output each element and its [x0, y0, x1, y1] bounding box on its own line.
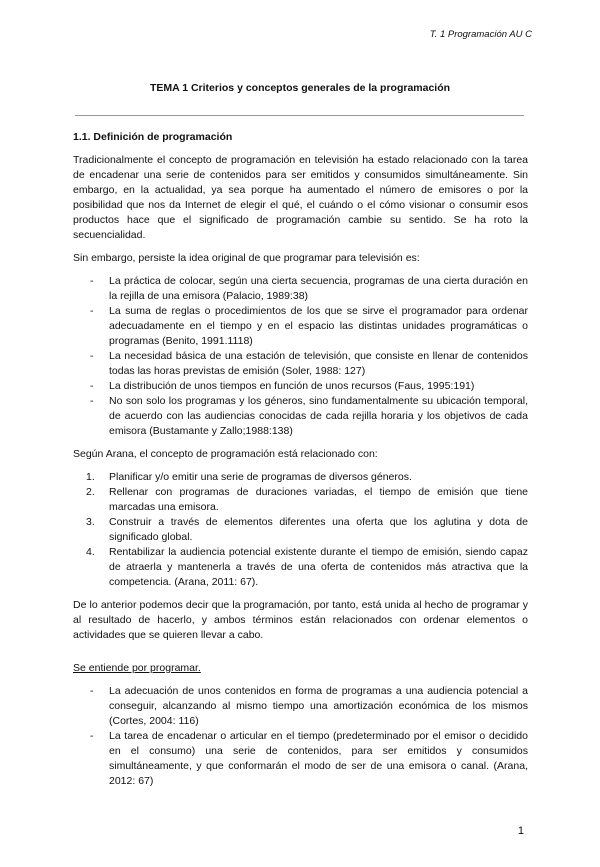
page-body — [73, 0, 528, 867]
definitions-list — [73, 274, 528, 439]
page-title: TEMA 1 Criterios y conceptos generales de la programación — [149, 82, 451, 94]
list-item: - La suma de reglas o procedimientos de los que se sirve el programador para ordenar adecuadamente en el tiempo y en el espacio las distintas unidades programáticas o programas (Benito, 1991.1118) — [90, 305, 528, 347]
paragraph-conclusion: De lo anterior podemos decir que la programación, por tanto, está unida al hecho de programar y al resultado de hacerlo, y ambos términos están relacionados con ordenar elementos o actividades que se quieren llevar a cabo. — [73, 599, 528, 641]
list-item: - La tarea de encadenar o articular en el tiempo (predeterminado por el emisor o decidido en el consumo) una serie de contenidos, para ser emitidos y consumidos simultáneamente, y que conformarán el modo de ser de una emisora o canal. (Arana, 2012: 67) — [90, 730, 528, 787]
list-item: 4. Rentabilizar la audiencia potencial existente durante el tiempo de emisión, siendo capaz de atraerla y mantenerla a través de una oferta de contenidos más atractiva que la competencia. (Arana, 2011: 67). — [86, 546, 528, 588]
paragraph-arana: Según Arana, el concepto de programación está relacionado con: — [73, 448, 378, 460]
list-item: - La adecuación de unos contenidos en forma de programas a una audiencia potencial a conseguir, alcanzando al mismo tiempo una amortización económica de los mismos (Cortes, 2004: 116) — [90, 685, 528, 727]
paragraph-persiste: Sin embargo, persiste la idea original de que programar para televisión es: — [73, 252, 420, 264]
paragraph-intro: Tradicionalmente el concepto de programación en televisión ha estado relacionado con la tarea de encadenar una serie de contenidos para ser emitidos y consumidos simultáneamente. Sin embargo, en la actualidad, ya sea porque ha aumentado el número de emisores o por la posibilidad que nos da Internet de elegir el qué, el cuándo o el cómo visionar o consumir esos productos hace que el significado de programación cambie su sentido. Se ha roto la secuencialidad. — [73, 154, 528, 241]
list-item: 2. Rellenar con programas de duraciones variadas, el tiempo de emisión que tiene marcadas una emisora. — [86, 486, 528, 513]
running-header: T. 1 Programación AU C — [429, 29, 532, 40]
list-item: - No son solo los programas y los géneros, sino fundamentalmente su ubicación temporal, de acuerdo con las audiencias conocidas de cada rejilla horaria y los objetivos de cada emisora (Bustamante y Zallo;1988:138) — [90, 395, 528, 437]
page-number: 1 — [517, 825, 524, 837]
list-item: - La distribución de unos tiempos en función de unos recursos (Faus, 1995:191) — [90, 380, 475, 392]
list-item: 1. Planificar y/o emitir una serie de programas de diversos géneros. — [86, 471, 412, 483]
arana-numbered-list — [73, 470, 528, 590]
subheading-programar: Se entiende por programar. — [73, 662, 201, 674]
section-heading: 1.1. Definición de programación — [73, 131, 233, 143]
programar-list — [73, 684, 528, 789]
list-item: 3. Construir a través de elementos diferentes una oferta que los aglutina y dota de significado global. — [86, 516, 528, 543]
list-item: - La práctica de colocar, según una cierta secuencia, programas de una cierta duración en la rejilla de una emisora (Palacio, 1989:38) — [90, 275, 528, 302]
list-item: - La necesidad básica de una estación de televisión, que consiste en llenar de contenidos todas las horas previstas de emisión (Soler, 1988: 127) — [90, 350, 528, 377]
